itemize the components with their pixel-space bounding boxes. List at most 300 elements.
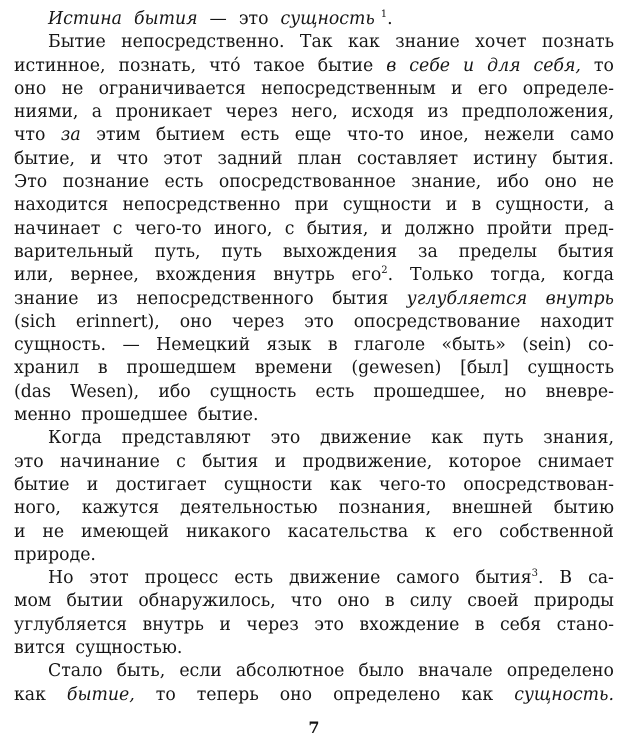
word: проникает <box>115 102 213 123</box>
word: не <box>61 78 84 99</box>
word: опосредствован- <box>463 474 614 495</box>
word: из <box>427 102 449 123</box>
word-group <box>283 241 397 264</box>
word-group <box>14 171 47 194</box>
word-group <box>118 55 196 78</box>
word-group <box>348 31 380 54</box>
word-group <box>534 590 614 613</box>
word: бытие <box>14 474 70 495</box>
word-group <box>396 567 459 590</box>
word-group <box>543 427 614 450</box>
word: сущность <box>527 358 614 379</box>
word-group <box>554 497 614 520</box>
word-group <box>14 404 76 427</box>
word-group <box>198 404 264 427</box>
word: бытия <box>202 451 259 472</box>
text-line <box>14 55 614 78</box>
text-line <box>14 334 614 357</box>
word-group <box>500 614 541 637</box>
word-group <box>461 684 493 707</box>
word: иного, <box>213 218 273 239</box>
word-group <box>14 684 46 707</box>
word: в <box>471 195 482 216</box>
word: бытия <box>475 568 532 589</box>
word: непосредственного <box>136 288 314 309</box>
word: движение <box>289 568 381 589</box>
word-group <box>14 357 79 380</box>
word-group <box>253 55 304 78</box>
word: . <box>537 568 544 589</box>
word-group <box>143 614 204 637</box>
word-group <box>76 311 160 334</box>
word-group <box>330 474 362 497</box>
word-group <box>451 78 463 101</box>
word: путь, <box>154 241 201 262</box>
word: что́ <box>209 55 241 76</box>
word-group <box>236 660 345 683</box>
word: варительный <box>14 241 134 262</box>
word: этот <box>89 568 129 589</box>
word-group <box>14 55 105 78</box>
word-group <box>385 590 395 613</box>
word: то <box>155 684 176 705</box>
word: — <box>209 9 227 29</box>
word-group <box>48 567 73 590</box>
text-line <box>14 241 614 264</box>
word-group <box>67 684 135 707</box>
word-group <box>14 78 46 101</box>
word-group <box>186 521 271 544</box>
text-line <box>14 567 614 590</box>
word: снимает <box>537 451 614 472</box>
word-group <box>540 311 614 334</box>
text-line <box>14 311 614 334</box>
word: чего-то <box>379 474 446 495</box>
word: самого <box>396 568 460 589</box>
word: через <box>246 614 299 635</box>
word: само <box>570 125 614 146</box>
text-line <box>14 288 614 311</box>
text-line <box>14 427 614 450</box>
word: истинное, <box>14 55 106 76</box>
word-group <box>505 381 527 404</box>
word-group <box>315 381 354 404</box>
word: себя <box>499 614 542 635</box>
word-group <box>487 218 553 241</box>
word-group <box>14 101 78 124</box>
word-group <box>156 124 225 147</box>
word: бытие <box>317 55 374 76</box>
word: исходя <box>351 102 415 123</box>
word: природы <box>533 591 614 612</box>
word: к <box>425 521 436 542</box>
word-group <box>14 334 106 357</box>
text-line <box>14 404 614 427</box>
word: продвижение, <box>302 451 433 472</box>
text-line <box>14 218 614 241</box>
word: Когда <box>48 428 102 449</box>
footnote-marker[interactable]: 3 <box>531 568 538 580</box>
word: хочет <box>475 32 527 53</box>
word: знание <box>395 32 460 53</box>
word: предположения, <box>461 102 614 123</box>
word: пределы <box>458 241 538 262</box>
word-group <box>42 521 64 544</box>
word: но <box>504 381 527 402</box>
word-group <box>473 148 537 171</box>
word-group <box>453 521 483 544</box>
word: его <box>477 78 508 99</box>
word: бытие. <box>197 405 259 426</box>
word: или, <box>14 265 54 286</box>
page-number: 7 <box>308 718 320 737</box>
word: имеющей <box>81 521 170 542</box>
footnote-marker[interactable]: 1 <box>380 9 388 20</box>
word: движение <box>320 428 412 449</box>
word-group <box>14 124 45 147</box>
word-group <box>497 171 529 194</box>
word-group <box>337 590 369 613</box>
word: Так <box>299 32 333 53</box>
word: оно <box>14 78 47 99</box>
word: должно <box>404 218 475 239</box>
word: себя, <box>533 55 581 76</box>
text-line <box>14 101 614 124</box>
word-group <box>267 334 312 357</box>
word: сущности <box>223 474 313 495</box>
word-group <box>298 148 342 171</box>
word: глаголе <box>354 335 426 356</box>
word: этот <box>163 148 203 169</box>
word-group <box>14 474 69 497</box>
word-group <box>358 660 404 683</box>
word-group <box>145 567 219 590</box>
word-group <box>122 194 280 217</box>
word: если <box>179 661 222 682</box>
word: бытия. <box>552 148 614 169</box>
word-group <box>558 241 614 264</box>
word-group <box>409 55 450 78</box>
word: стано- <box>556 614 614 635</box>
word: истину <box>473 148 538 169</box>
text-line <box>14 78 614 101</box>
word: а <box>91 102 103 123</box>
word-group <box>328 334 338 357</box>
word-group <box>522 334 571 357</box>
word: через <box>231 311 285 332</box>
word-group <box>136 288 313 311</box>
word-group <box>14 544 101 567</box>
word: что <box>116 148 149 169</box>
word: есть <box>315 381 355 402</box>
word-group <box>523 78 614 101</box>
word-group <box>452 497 533 520</box>
word: через <box>225 102 278 123</box>
word-group <box>405 218 475 241</box>
word-group <box>280 8 398 31</box>
text-line <box>14 148 614 171</box>
page-text <box>14 8 614 707</box>
word-group <box>14 614 127 637</box>
word-group <box>122 334 139 357</box>
text-line <box>14 264 614 287</box>
word-group <box>552 148 614 171</box>
word-group <box>295 194 329 217</box>
word-group <box>318 55 373 78</box>
word: познания, <box>338 498 432 519</box>
word-group <box>407 288 528 311</box>
text-line <box>14 31 614 54</box>
word: вхождения <box>155 265 257 286</box>
word: (sich <box>14 311 56 332</box>
word-group <box>89 567 128 590</box>
word: это <box>238 9 269 29</box>
word: то <box>593 55 614 76</box>
word-group <box>588 334 614 357</box>
word-group <box>210 8 233 31</box>
word-group <box>490 264 545 287</box>
word-group <box>214 218 272 241</box>
word-group <box>14 194 108 217</box>
word: оно <box>179 311 213 332</box>
word: обнаружилось, <box>138 591 276 612</box>
word: при <box>294 195 329 216</box>
word: бытия, <box>306 218 369 239</box>
word: силу <box>409 591 453 612</box>
word-group <box>180 497 318 520</box>
text-line <box>14 660 614 683</box>
word: еще <box>294 125 332 146</box>
word-group <box>332 288 388 311</box>
word: это <box>270 428 301 449</box>
word-group <box>471 194 481 217</box>
word-group <box>126 357 236 380</box>
text-line <box>14 381 614 404</box>
word: как <box>347 32 380 53</box>
word: задний <box>217 148 283 169</box>
word: бытия <box>332 288 389 309</box>
word: в <box>327 335 338 356</box>
word: это <box>14 451 44 472</box>
word-group <box>134 8 204 31</box>
word-group <box>14 521 26 544</box>
word: вернее, <box>70 265 139 286</box>
word-group <box>307 218 369 241</box>
word: (sein) <box>522 335 572 356</box>
word-group <box>121 31 284 54</box>
word: выхождения <box>282 241 398 262</box>
word-group <box>14 497 61 520</box>
word: внутрь <box>142 614 204 635</box>
word: природе. <box>14 544 96 565</box>
word: план <box>297 148 342 169</box>
word: углубляется <box>14 614 128 635</box>
word-group <box>495 194 589 217</box>
word-group <box>156 264 257 287</box>
word-group <box>291 101 338 124</box>
word-group <box>14 381 51 404</box>
word-group <box>483 427 524 450</box>
word: непосредственно. <box>121 32 285 53</box>
word: с <box>176 451 186 472</box>
word-group <box>592 171 614 194</box>
word-group <box>542 31 614 54</box>
word-group <box>354 334 425 357</box>
word: него, <box>291 102 338 123</box>
word-group <box>431 427 463 450</box>
word-group <box>75 637 187 660</box>
word: Немецкий <box>156 335 251 356</box>
word: непосредственно <box>122 195 281 216</box>
word: есть <box>240 125 280 146</box>
word-group <box>218 148 283 171</box>
word-group <box>62 78 84 101</box>
word-group <box>117 148 148 171</box>
word: за <box>60 125 81 146</box>
word-group <box>156 684 176 707</box>
word: такое <box>253 55 305 76</box>
word-group <box>14 311 56 334</box>
text-line <box>14 124 614 147</box>
word-group <box>273 264 334 287</box>
word-group <box>338 497 431 520</box>
word: как <box>431 428 464 449</box>
word-group <box>604 194 614 217</box>
word-group <box>570 124 614 147</box>
word: себе <box>409 55 450 76</box>
word-group <box>92 101 102 124</box>
word-group <box>357 148 458 171</box>
word-group <box>359 614 459 637</box>
word-group <box>449 451 522 474</box>
word: опосредствование <box>353 311 521 332</box>
word-group <box>291 590 322 613</box>
word: вначале <box>418 661 493 682</box>
word: непосредственным <box>261 78 436 99</box>
word-group <box>63 171 149 194</box>
text-line <box>14 684 614 707</box>
word-group <box>410 264 474 287</box>
word: вится <box>14 638 66 659</box>
word-group <box>66 590 123 613</box>
word: Только <box>409 265 474 286</box>
word-group <box>156 334 250 357</box>
word-group <box>594 55 614 78</box>
word: и <box>380 218 393 239</box>
word: абсолютное <box>235 661 345 682</box>
word: вхождение <box>359 614 460 635</box>
word-group <box>48 427 102 450</box>
word: нежели <box>484 125 555 146</box>
word: бытия <box>133 9 198 29</box>
word-group <box>460 357 509 380</box>
word-group <box>232 311 284 334</box>
word: пред- <box>564 218 614 239</box>
word: прошедшем <box>126 358 237 379</box>
word-group <box>559 567 572 590</box>
word-group <box>285 218 295 241</box>
word: и <box>14 521 26 542</box>
word: познать, <box>118 55 197 76</box>
word-group <box>410 590 452 613</box>
text-line <box>14 451 614 474</box>
word-group <box>70 381 139 404</box>
word-group <box>514 684 614 707</box>
footnote-marker[interactable]: 2 <box>381 265 388 277</box>
word: деятельностью <box>180 498 318 519</box>
word-group <box>180 311 212 334</box>
word: хранил <box>14 358 80 379</box>
word-group <box>304 311 334 334</box>
word: и <box>451 78 463 99</box>
word: что <box>290 591 323 612</box>
word-group <box>463 474 614 497</box>
word: находится <box>14 195 109 216</box>
word-group <box>478 78 508 101</box>
word: как <box>461 684 494 705</box>
text-line <box>14 521 614 544</box>
word-group <box>528 357 614 380</box>
word: знания, <box>543 428 614 449</box>
word: мом <box>14 591 52 612</box>
word-group <box>314 614 344 637</box>
word: внутрь <box>545 288 614 309</box>
word: Истина <box>48 9 122 29</box>
word: В <box>559 568 573 589</box>
text-line <box>14 637 614 660</box>
word: находит <box>540 311 614 332</box>
word: — <box>122 335 140 356</box>
word-group <box>343 194 432 217</box>
word-group <box>418 660 492 683</box>
word-group <box>395 31 460 54</box>
word: из <box>96 288 118 309</box>
word: знание, <box>411 172 482 193</box>
word-group <box>234 567 273 590</box>
word-group <box>280 684 312 707</box>
word-group <box>300 31 333 54</box>
word: не <box>592 172 614 193</box>
word: . <box>387 265 394 286</box>
word: опосредствованное <box>218 172 396 193</box>
word-group <box>90 148 102 171</box>
word-group <box>14 637 70 660</box>
word: [был] <box>460 358 509 379</box>
word-group <box>351 357 441 380</box>
word: в <box>386 55 397 76</box>
word-group <box>507 660 614 683</box>
word-group <box>475 614 485 637</box>
word: составляет <box>357 148 459 169</box>
word-group <box>158 381 190 404</box>
word: что <box>14 125 46 146</box>
word: прошедшее <box>81 405 188 426</box>
text-line <box>14 171 614 194</box>
word-group <box>487 55 520 78</box>
word: erinnert), <box>75 311 160 332</box>
word: ниями, <box>14 102 79 123</box>
word-group <box>197 684 259 707</box>
word-group <box>381 218 393 241</box>
word-group <box>117 660 166 683</box>
word-group <box>475 567 543 590</box>
word: оно <box>337 591 370 612</box>
word-group <box>61 124 81 147</box>
word-group <box>96 124 140 147</box>
word: есть <box>164 172 204 193</box>
word: как <box>329 474 362 495</box>
text-line <box>14 614 614 637</box>
